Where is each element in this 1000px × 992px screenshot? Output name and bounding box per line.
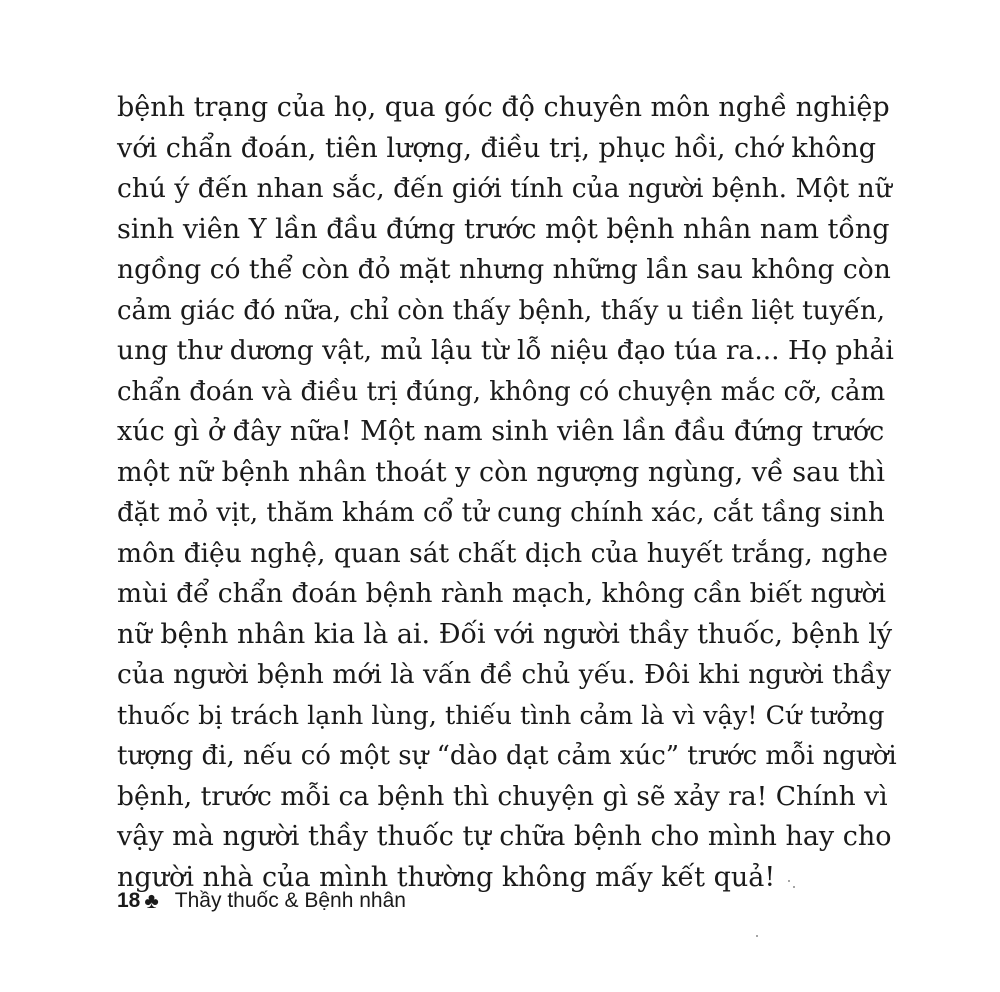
book-title: Thầy thuốc & Bệnh nhân	[174, 889, 406, 912]
text-line: một nữ bệnh nhân thoát y còn ngượng ngùng, về sau thì	[117, 456, 886, 488]
text-line: với chẩn đoán, tiên lượng, điều trị, phục hồi, chớ không	[117, 132, 877, 164]
text-line: thuốc bị trách lạnh lùng, thiếu tình cảm là vì vậy! Cứ tưởng	[117, 700, 885, 731]
text-line: mùi để chẩn đoán bệnh rành mạch, không cần biết người	[117, 578, 886, 609]
page-footer	[117, 889, 406, 913]
text-line: cảm giác đó nữa, chỉ còn thấy bệnh, thấy u tiền liệt tuyến,	[117, 295, 886, 326]
text-line: tượng đi, nếu có một sự “dào dạt cảm xúc” trước mỗi người	[117, 741, 897, 771]
text-line: vậy mà người thầy thuốc tự chữa bệnh cho mình hay cho	[117, 821, 892, 852]
club-icon: ♣	[144, 888, 159, 913]
text-line: đặt mỏ vịt, thăm khám cổ tử cung chính xác, cắt tầng sinh	[117, 498, 885, 528]
text-line: xúc gì ở đây nữa! Một nam sinh viên lần đầu đứng trước	[117, 416, 885, 447]
text-line: sinh viên Y lần đầu đứng trước một bệnh nhân nam tồng	[117, 213, 890, 245]
text-line: bệnh trạng của họ, qua góc độ chuyên môn nghề nghiệp	[117, 92, 890, 123]
text-line: nữ bệnh nhân kia là ai. Đối với người thầy thuốc, bệnh lý	[117, 618, 893, 650]
text-line: của người bệnh mới là vấn đề chủ yếu. Đôi khi người thầy	[117, 659, 892, 690]
scan-speck	[756, 935, 758, 937]
scan-speck	[793, 886, 795, 888]
text-line: ngồng có thể còn đỏ mặt nhưng những lần sau không còn	[117, 254, 891, 285]
text-line: bệnh, trước mỗi ca bệnh thì chuyện gì sẽ xảy ra! Chính vì	[117, 780, 888, 812]
scan-speck	[788, 880, 790, 882]
text-line: chú ý đến nhan sắc, đến giới tính của người bệnh. Một nữ	[117, 173, 892, 204]
text-line: môn điệu nghệ, quan sát chất dịch của huyết trắng, nghe	[117, 537, 888, 569]
body-text	[117, 88, 897, 898]
text-line: người nhà của mình thường không mấy kết quả!	[117, 861, 776, 893]
text-line: ung thư dương vật, mủ lậu từ lỗ niệu đạo túa ra... Họ phải	[117, 335, 894, 366]
page-number: 18	[117, 889, 141, 912]
text-line: chẩn đoán và điều trị đúng, không có chuyện mắc cỡ, cảm	[117, 376, 886, 407]
